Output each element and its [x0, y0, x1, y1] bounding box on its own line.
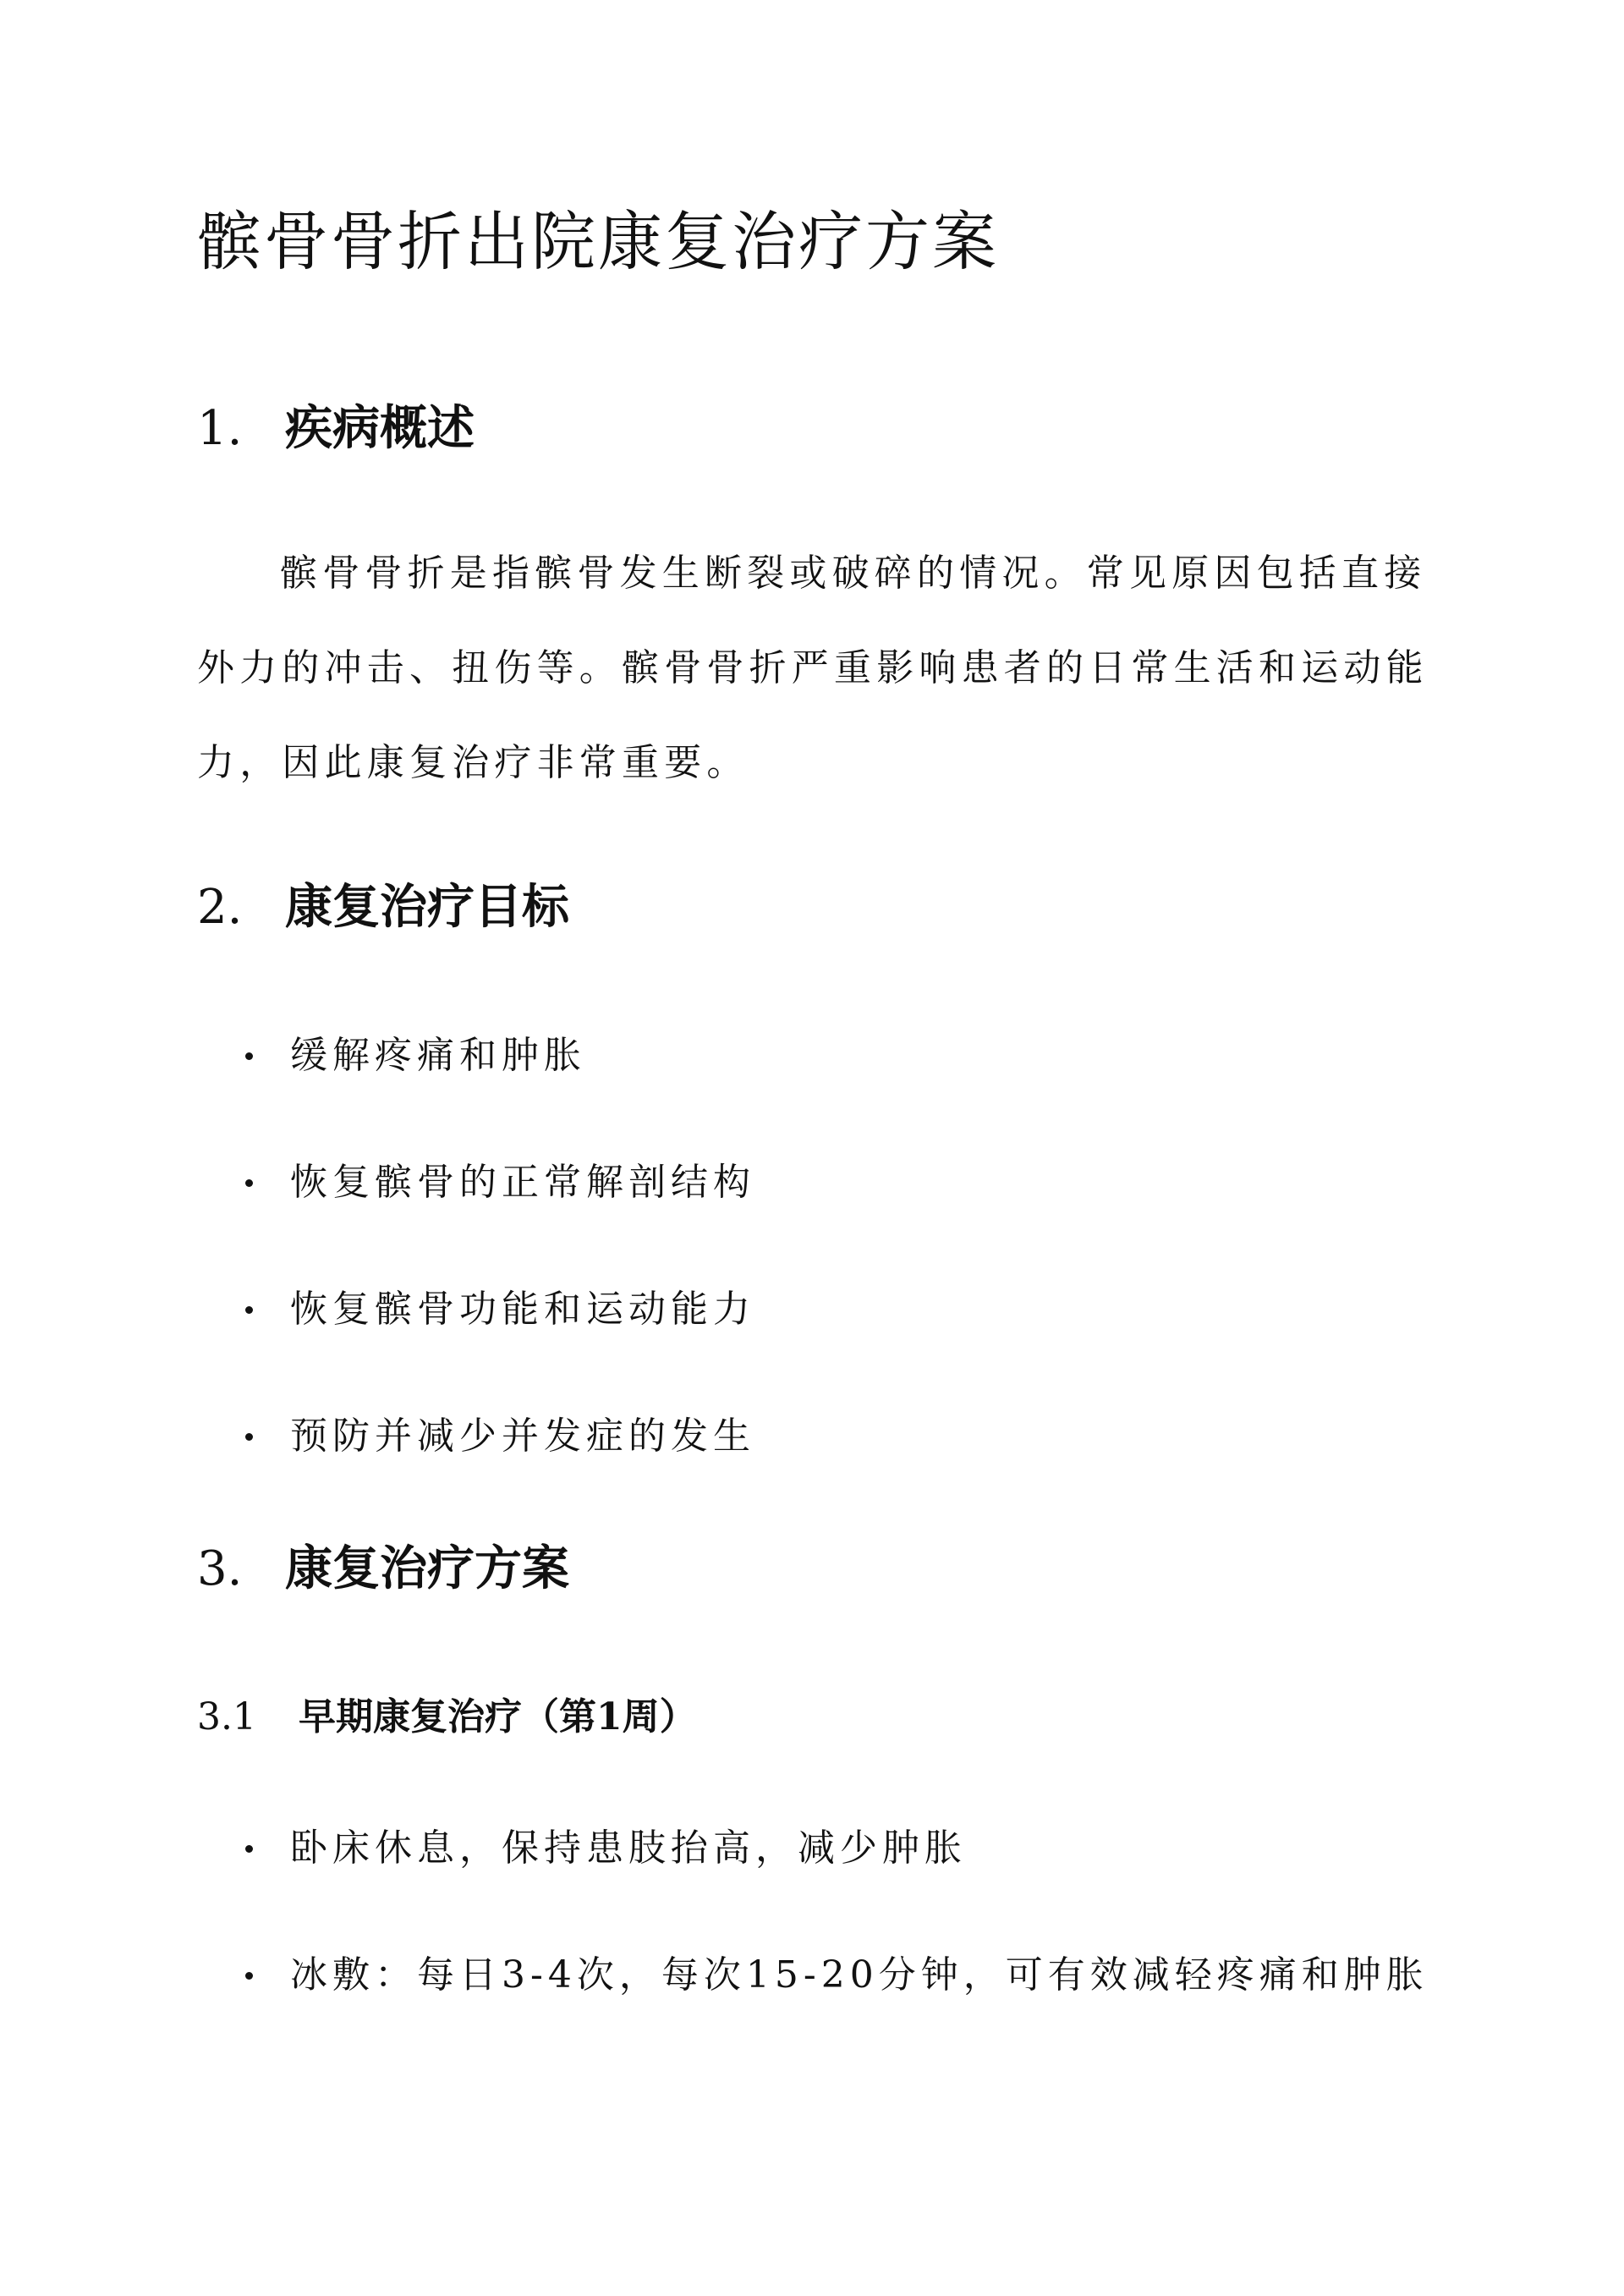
bullet-icon	[245, 1179, 253, 1187]
section-title: 疾病概述	[285, 400, 475, 456]
section-title: 康复治疗目标	[285, 879, 569, 935]
list-item-text: 冰敷：每日3-4次，每次15-20分钟，可有效减轻疼痛和肿胀	[290, 1953, 1429, 1997]
paragraph-line: 髌骨骨折是指髌骨发生断裂或破碎的情况。常见原因包括直接	[280, 552, 1427, 595]
document-title: 髌骨骨折出院康复治疗方案	[197, 204, 999, 279]
bullet-icon	[245, 1972, 253, 1980]
list-item	[245, 1284, 755, 1335]
section-heading-plan	[197, 1538, 569, 1600]
bullet-icon	[245, 1845, 253, 1853]
list-item-text: 恢复髌骨功能和运动能力	[290, 1288, 755, 1331]
list-item-text: 缓解疼痛和肿胀	[290, 1034, 586, 1077]
section-number: 1.	[197, 401, 243, 456]
section-number: 3.	[197, 1541, 243, 1596]
overview-paragraph	[197, 526, 1432, 810]
list-item-text: 恢复髌骨的正常解剖结构	[290, 1161, 755, 1204]
paragraph-line: 力，因此康复治疗非常重要。	[197, 741, 749, 784]
subsection-title: 早期康复治疗（第1周）	[299, 1695, 697, 1738]
section-heading-overview	[197, 398, 475, 459]
bullet-icon	[245, 1306, 253, 1314]
section-number: 2.	[197, 880, 243, 935]
bullet-icon	[245, 1433, 253, 1441]
list-item	[245, 1157, 755, 1208]
paragraph-line: 外力的冲击、扭伤等。髌骨骨折严重影响患者的日常生活和运动能	[197, 646, 1429, 689]
subsection-heading-early-rehab	[197, 1692, 697, 1743]
subsection-number: 3.1	[197, 1695, 256, 1738]
list-item	[245, 1030, 586, 1081]
bullet-icon	[245, 1052, 253, 1060]
list-item	[245, 1823, 967, 1874]
list-item-text: 卧床休息，保持患肢抬高，减少肿胀	[290, 1826, 967, 1870]
list-item-text: 预防并减少并发症的发生	[290, 1414, 755, 1458]
list-item	[245, 1411, 755, 1462]
section-heading-goals	[197, 876, 569, 938]
section-title: 康复治疗方案	[285, 1541, 569, 1596]
list-item	[245, 1950, 1429, 2001]
